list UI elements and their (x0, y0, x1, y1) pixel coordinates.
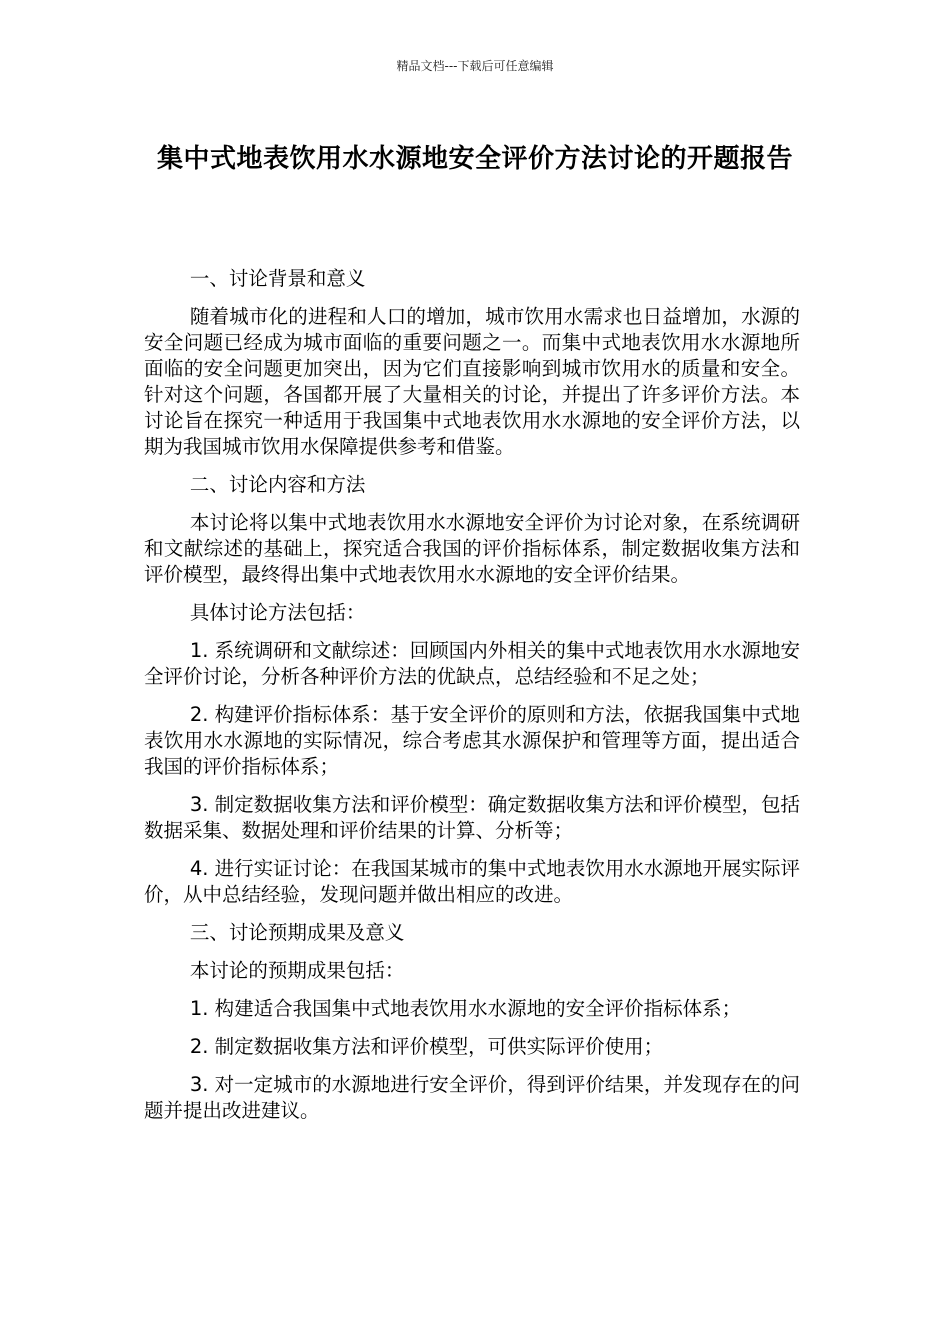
list-item-result-3: 3. 对一定城市的水源地进行安全评价，得到评价结果，并发现存在的问题并提出改进建议。 (144, 1073, 800, 1122)
paragraph-results-intro: 本讨论的预期成果包括： (189, 959, 405, 982)
list-item-method-4: 4. 进行实证讨论：在我国某城市的集中式地表饮用水水源地开展实际评价，从中总结经验，发现问题并做出相应的改进。 (144, 857, 800, 906)
list-item-method-2: 2. 构建评价指标体系：基于安全评价的原则和方法，依据我国集中式地表饮用水水源地的实际情况，综合考虑其水源保护和管理等方面，提出适合我国的评价指标体系； (144, 703, 800, 778)
section-heading-background: 一、讨论背景和意义 (189, 267, 366, 290)
list-item-method-3: 3. 制定数据收集方法和评价模型：确定数据收集方法和评价模型，包括数据采集、数据处理和评价结果的计算、分析等； (144, 793, 800, 842)
header-note: 精品文档---下载后可任意编辑 (396, 59, 554, 73)
paragraph-background: 随着城市化的进程和人口的增加，城市饮用水需求也日益增加，水源的安全问题已经成为城市面临的重要问题之一。而集中式地表饮用水水源地所面临的安全问题更加突出，因为它们直接影响到城市饮用水的质量和安全。针对这个问题，各国都开展了大量相关的讨论，并提出了许多评价方法。本讨论旨在探究一种适用于我国集中式地表饮用水水源地的安全评价方法，以期为我国城市饮用水保障提供参考和借鉴。 (144, 305, 800, 458)
paragraph-method-intro: 具体讨论方法包括： (189, 601, 366, 624)
section-heading-content-method: 二、讨论内容和方法 (189, 473, 366, 496)
paragraph-content-overview: 本讨论将以集中式地表饮用水水源地安全评价为讨论对象，在系统调研和文献综述的基础上，探究适合我国的评价指标体系，制定数据收集方法和评价模型，最终得出集中式地表饮用水水源地的安全评价结果。 (144, 511, 800, 586)
list-item-result-1: 1. 构建适合我国集中式地表饮用水水源地的安全评价指标体系； (189, 997, 742, 1020)
document-body (144, 266, 800, 1136)
list-item-result-2: 2. 制定数据收集方法和评价模型，可供实际评价使用； (189, 1035, 664, 1058)
list-item-method-1: 1. 系统调研和文献综述：回顾国内外相关的集中式地表饮用水水源地安全评价讨论，分析各种评价方法的优缺点，总结经验和不足之处； (144, 639, 800, 688)
document-title: 集中式地表饮用水水源地安全评价方法讨论的开题报告 (156, 144, 793, 174)
section-heading-expected-results: 三、讨论预期成果及意义 (189, 921, 405, 944)
